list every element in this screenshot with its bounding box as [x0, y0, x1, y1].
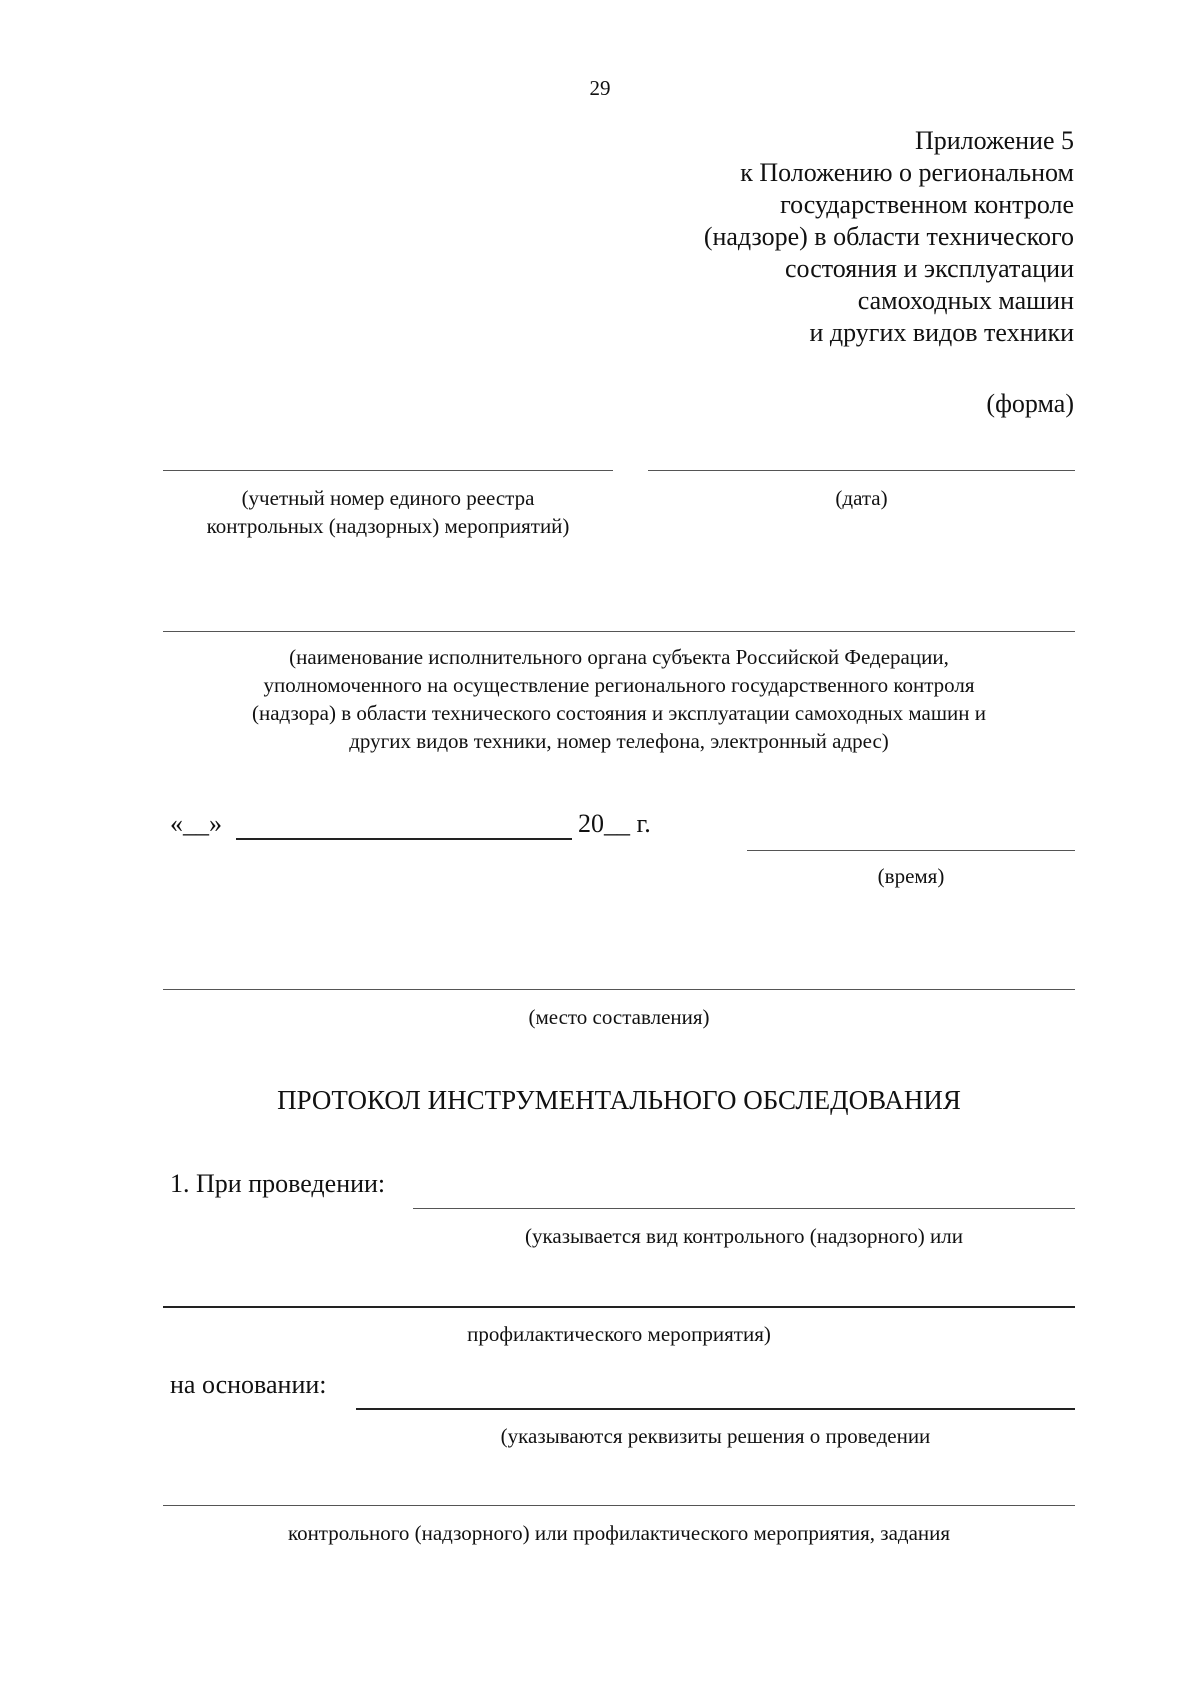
caption-line: других видов техники, номер телефона, электронный адрес) [349, 729, 889, 753]
year-field[interactable]: 20__ г. [578, 809, 651, 838]
event-type-caption: (указывается вид контрольного (надзорного) или [525, 1224, 963, 1248]
appendix-line: состояния и эксплуатации [785, 254, 1074, 283]
page-number: 29 [589, 76, 611, 100]
authority-caption [150, 643, 1088, 755]
basis-caption-2: контрольного (надзорного) или профилактического мероприятия, задания [287, 1521, 951, 1545]
month-line[interactable] [236, 838, 572, 840]
date-line[interactable] [648, 470, 1075, 471]
event-type-line[interactable] [413, 1208, 1075, 1209]
appendix-line: государственном контроле [780, 190, 1074, 219]
appendix-line: (надзоре) в области технического [703, 222, 1074, 251]
date-caption: (дата) [835, 486, 888, 510]
caption-line: (учетный номер единого реестра [241, 486, 535, 510]
caption-line: уполномоченного на осуществление регионального государственного контроля [263, 673, 975, 697]
place-caption: (место составления) [528, 1005, 710, 1029]
place-line[interactable] [163, 989, 1075, 990]
document-title: ПРОТОКОЛ ИНСТРУМЕНТАЛЬНОГО ОБСЛЕДОВАНИЯ [277, 1085, 961, 1115]
day-field[interactable]: «__» [170, 809, 222, 838]
form-label: (форма) [986, 389, 1074, 418]
caption-line: (надзора) в области технического состояния и эксплуатации самоходных машин и [251, 701, 987, 725]
basis-caption: (указываются реквизиты решения о проведении [500, 1424, 931, 1448]
basis-line[interactable] [356, 1408, 1075, 1410]
appendix-line: Приложение 5 [914, 126, 1074, 155]
appendix-block [474, 125, 1074, 349]
time-line[interactable] [747, 850, 1075, 851]
caption-line: (наименование исполнительного органа субъекта Российской Федерации, [289, 645, 949, 669]
section1-label: 1. При проведении: [170, 1169, 386, 1198]
appendix-line: самоходных машин [857, 286, 1074, 315]
basis-label: на основании: [170, 1370, 327, 1399]
authority-name-line[interactable] [163, 631, 1075, 632]
appendix-line: к Положению о региональном [740, 158, 1074, 187]
caption-line: контрольных (надзорных) мероприятий) [206, 514, 570, 538]
event-type-caption-2: профилактического мероприятия) [467, 1322, 771, 1346]
basis-line-2[interactable] [163, 1505, 1075, 1506]
registry-number-caption [163, 484, 613, 540]
time-caption: (время) [877, 864, 945, 888]
appendix-line: и других видов техники [809, 318, 1074, 347]
registry-number-line[interactable] [163, 470, 613, 471]
event-type-line-2[interactable] [163, 1306, 1075, 1308]
